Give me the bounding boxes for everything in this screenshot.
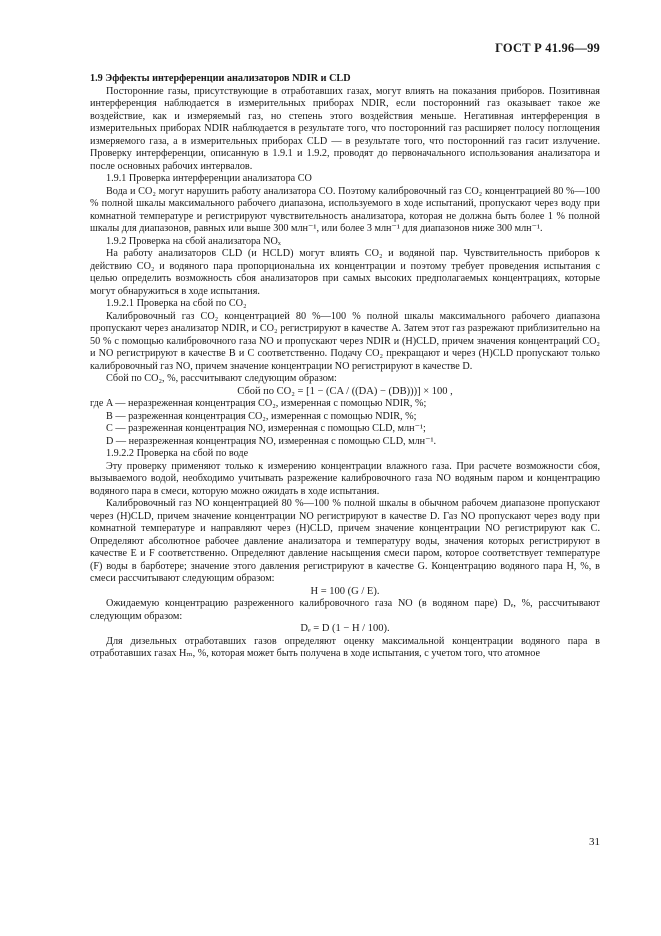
subsection-heading: 1.9.2.2 Проверка на сбой по воде: [106, 448, 249, 459]
paragraph: На работу анализаторов CLD (и HCLD) могут влиять CO₂ и водяной пар. Чувствительность приборов к действию CO₂ и водяного пара пропорциональна их концентрации и поэтому требует проведения испытания с целью определить возможность сбоя анализаторов при самых высоких предполагаемых концентрациях, которые могут обнаружиться в ходе испытания.: [90, 248, 600, 297]
paragraph: Сбой по CO₂, %, рассчитывают следующим образом:: [106, 373, 337, 384]
page-number: 31: [589, 836, 600, 848]
subsection-heading: 1.9.2 Проверка на сбой анализатора NOₓ: [106, 235, 281, 247]
subsection-heading: 1.9.1 Проверка интерференции анализатора CO: [106, 173, 312, 184]
formula-de: Dₑ = D (1 − H / 100).: [300, 623, 390, 634]
paragraph: Калибровочный газ NO концентрацией 80 %—100 % полной шкалы в обычном рабочем диапазоне пропускают через (H)CLD, причем значение концентрации NO регистрируют в качестве D. Газ NO пропускают через воду при комнатной температуре и направляют через (H)CLD, причем значение концентрации NO регистрируют как C. Определяют абсолютное рабочее давление анализатора и температуру воды, значения которых регистрируют в качестве E и F соответственно. Определяют давление насыщения смеси паром, которое соответствует температуре (F) воды в барботере; значение этого давления регистрируют в качестве G. Концентрацию водяного пара H, %, в смеси рассчитывают следующим образом:: [90, 498, 600, 584]
section-title: 1.9 Эффекты интерференции анализаторов NDIR и CLD: [90, 73, 351, 84]
legend-line: D — неразреженная концентрация NO, измеренная с помощью CLD, млн⁻¹.: [106, 435, 437, 447]
legend-line: C — разреженная концентрация NO, измеренная с помощью CLD, млн⁻¹;: [106, 423, 426, 434]
document-body: [90, 73, 600, 661]
paragraph: Эту проверку применяют только к измерению концентрации влажного газа. При расчете возможности сбоя, вызываемого водой, необходимо учитывать разрежение калибровочного газа NO водяным паром и концентрацию водяного пара в смеси, которую можно ожидать в ходе испытания.: [90, 460, 600, 497]
formula-h: H = 100 (G / E).: [310, 585, 380, 597]
paragraph: Вода и CO₂ могут нарушить работу анализатора CO. Поэтому калибровочный газ CO₂ концентрацией 80 %—100 % полной шкалы максимального рабочего диапазона, используемого в ходе испытаний, пропускают через воду при комнатной температуре и регистрируют чувствительность анализатора, которая не должна быть более 1 % полной шкалы для диапазонов, равных или выше 300 млн⁻¹, или более 3 млн⁻¹ для диапазонов ниже 300 млн⁻¹.: [90, 185, 600, 234]
formula-co2-quench: Сбой по CO₂ = [1 − (CA / ((DA) − (DB)))] × 100 ,: [237, 385, 453, 397]
paragraph: Для дизельных отработавших газов определяют оценку максимальной концентрации водяного пара в отработавших газах Hₘ, %, которая может быть получена в ходе испытания, с учетом того, что атомное: [90, 635, 600, 659]
subsection-heading: 1.9.2.1 Проверка на сбой по CO₂: [106, 298, 247, 309]
paragraph: Ожидаемую концентрацию разреженного калибровочного газа NO (в водяном паре) Dₑ, %, рассчитывают следующим образом:: [90, 598, 600, 622]
legend-line: B — разреженная концентрация CO₂, измеренная с помощью NDIR, %;: [106, 410, 417, 422]
paragraph: Калибровочный газ CO₂ концентрацией 80 %—100 % полной шкалы максимального рабочего диапазона пропускают через анализатор NDIR, и CO₂ регистрируют в качестве A. Затем этот газ разрежают приблизительно на 50 % с помощью калибровочного газа NO и пропускают через NDIR и (H)CLD, причем значения концентраций CO₂ и NO регистрируют в качестве B и C соответственно. Подачу CO₂ прекращают и через (H)CLD пропускают только калибровочный газ NO, причем значение концентрации NO регистрируют в качестве D.: [90, 310, 600, 372]
paragraph: Посторонние газы, присутствующие в отработавших газах, могут влиять на показания приборов. Позитивная интерференция наблюдается в измерительных приборах NDIR, если посторонний газ оказывает такое же воздействие, как и измеряемый газ, но степень этого воздействия меньше. Негативная интерференция в измерительных приборах NDIR наблюдается в результате того, что посторонний газ расширяет полосу поглощения измеряемого газа, а в измерительных приборах CLD — в результате того, что посторонний газ гасит излучение. Проверку интерференции, описанную в 1.9.1 и 1.9.2, проводят до первоначального использования анализатора и после основных рабочих интервалов.: [90, 85, 600, 172]
document-header: ГОСТ Р 41.96—99: [495, 41, 600, 55]
legend-line: где A — неразреженная концентрация CO₂, измеренная с помощью NDIR, %;: [90, 398, 427, 409]
